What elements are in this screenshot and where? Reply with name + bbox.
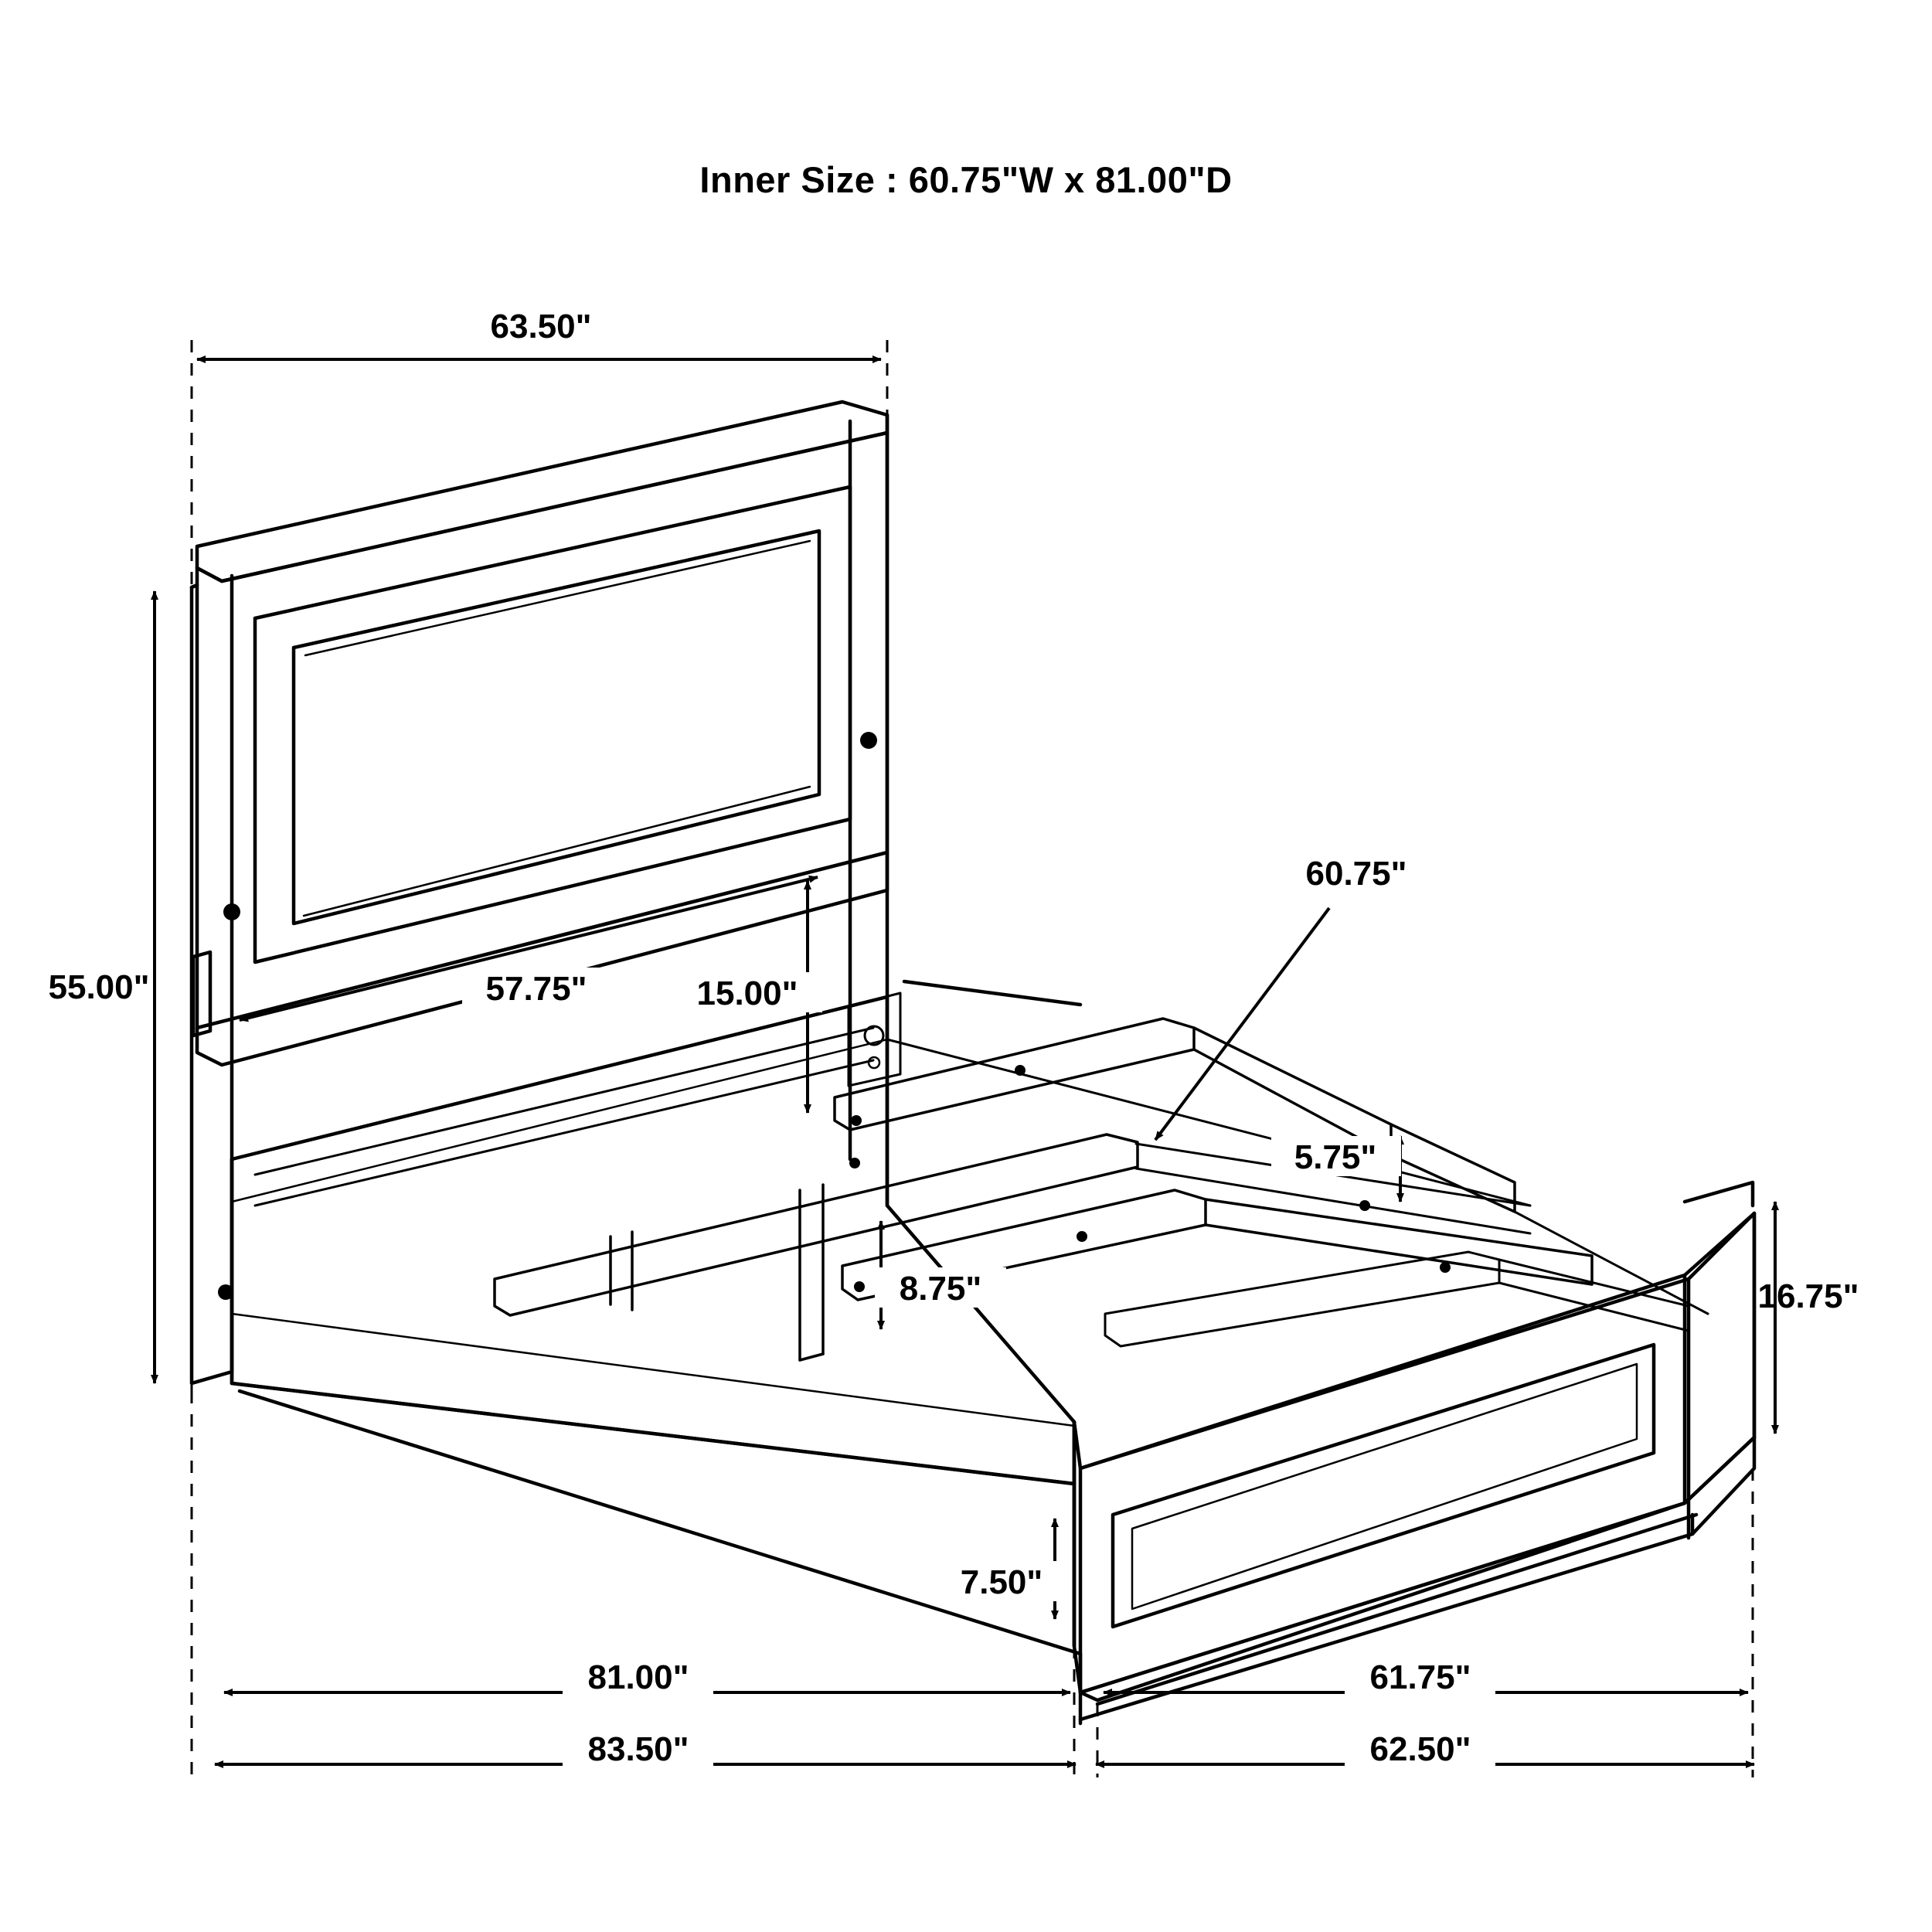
label-overall-height: 55.00" bbox=[48, 968, 150, 1006]
bed-line-art bbox=[192, 402, 1754, 1723]
label-footboard-clearance: 7.50" bbox=[960, 1563, 1043, 1601]
label-bed-length-inner: 81.00" bbox=[587, 1658, 689, 1696]
label-center-support-height: 8.75" bbox=[899, 1270, 982, 1308]
label-rail-height: 15.00" bbox=[696, 975, 798, 1012]
label-headboard-width: 63.50" bbox=[490, 308, 592, 345]
label-slat-span: 60.75" bbox=[1305, 855, 1407, 893]
label-footboard-inner-width: 61.75" bbox=[1369, 1658, 1471, 1696]
label-footboard-height: 16.75" bbox=[1757, 1277, 1859, 1315]
label-bed-length-outer: 83.50" bbox=[587, 1730, 689, 1768]
page-title: Inner Size : 60.75"W x 81.00"D bbox=[699, 159, 1233, 200]
label-slat-thickness: 5.75" bbox=[1294, 1138, 1377, 1176]
label-headboard-inner-width: 57.75" bbox=[485, 970, 587, 1008]
label-footboard-outer-width: 62.50" bbox=[1369, 1730, 1471, 1768]
